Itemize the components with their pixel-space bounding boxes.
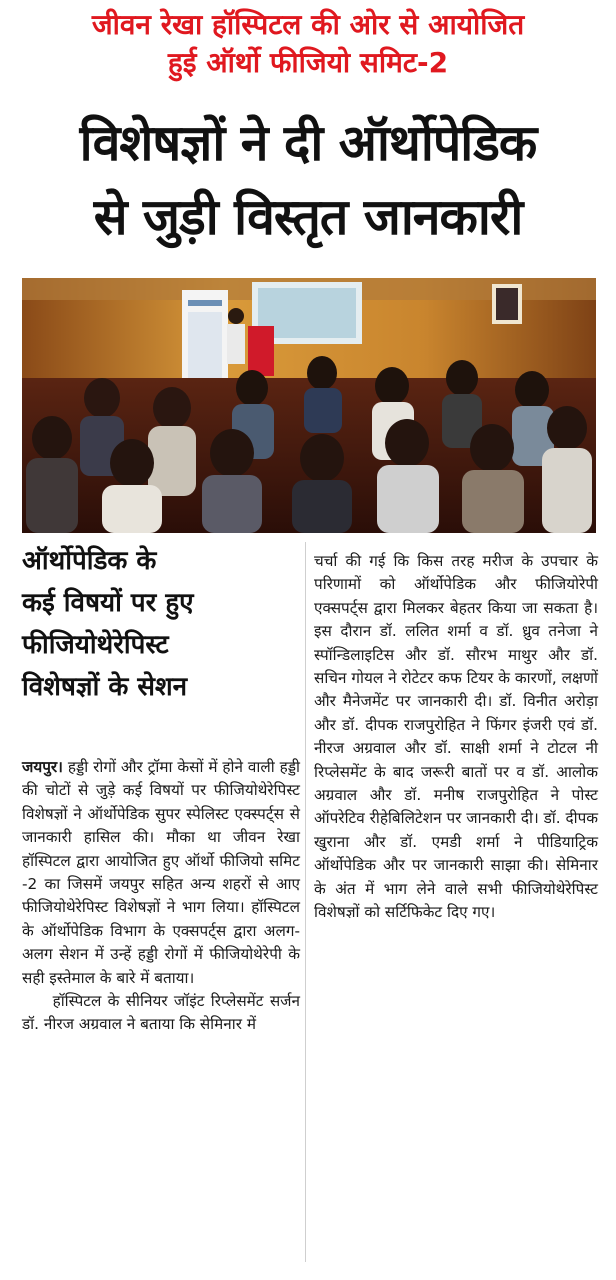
article-column-right: [314, 550, 598, 925]
dateline: जयपुर।: [22, 758, 63, 776]
kicker-line-2: हुई ऑर्थो फीजियो समिट-2: [167, 46, 449, 79]
paragraph-1-text: हड्डी रोगों और ट्रॉमा केसों में होने वाली हड्डी की चोटों से जुड़े कई विषयों पर फीजियोथेरेपिस्ट विशेषज्ञों ने ऑर्थोपेडिक सुपर स्पेलिस्ट एक्स्पर्ट्स से जानकारी हासिल की। मौका था जीवन रेखा हॉस्पिटल द्वारा आयोजित हुए ऑर्थो फीजियो समिट -2 का जिसमें जयपुर सहित अन्य शहरों से आए फीजियोथेरेपिस्ट विशेषज्ञों ने भाग लिया। हॉस्पिटल के ऑर्थोपेडिक विभाग के एक्सपर्ट्स द्वारा अलग-अलग सेशन में उन्हें हड्डी रोगों में फीजियोथेरेपी के सही इस्तेमाल के बारे में बताया।: [22, 758, 300, 987]
kicker-line-1: जीवन रेखा हॉस्पिटल की ओर से आयोजित: [91, 8, 525, 41]
subhead-line-4: विशेषज्ञों के सेशन: [22, 672, 188, 702]
subhead-line-3: फीजियोथेरेपिस्ट: [22, 630, 169, 660]
seminar-photo: [22, 278, 596, 533]
article-column-left: [22, 756, 300, 1037]
podium: [248, 326, 274, 376]
kicker-heading: [0, 6, 616, 82]
subhead-line-2: कई विषयों पर हुए: [22, 588, 194, 618]
main-headline: [0, 106, 616, 254]
column-divider: [305, 542, 306, 1262]
headline-line-2: से जुड़ी विस्तृत जानकारी: [93, 188, 523, 246]
article-paragraph-1: [22, 756, 300, 990]
seminar-photo-illustration: [22, 278, 596, 533]
sub-headline: [22, 540, 278, 708]
article-paragraph-3: चर्चा की गई कि किस तरह मरीज के उपचार के परिणामों को ऑर्थोपेडिक और फीजियोरेपी एक्सपर्ट्स द्वारा मिलकर बेहतर किया जा सकता है। इस दौरान डॉ. ललित शर्मा व डॉ. ध्रुव तनेजा ने स्पॉन्डिलाइटिस और डॉ. सौरभ माथुर और डॉ. सचिन गोयल ने रोटेटर कफ टियर के कारणों, लक्षणों और मैनेजमेंट पर जानकारी दी। डॉ. विनीत अरोड़ा और डॉ. दीपक राजपुरोहित ने फिंगर इंजरी एवं डॉ. नीरज अग्रवाल और डॉ. साक्षी शर्मा ने टोटल नी रिप्लेसमेंट के बाद जरूरी बातों पर व डॉ. आलोक अग्रवाल और डॉ. मनीष राजपुरोहित ने पोस्ट ऑपरेटिव रीहेबिलिटेशन पर जानकारी दी। डॉ. दीपक खुराना और डॉ. एमडी शर्मा ने पीडियाट्रिक ऑर्थोपेडिक और पर जानकारी साझा की। सेमिनार के अंत में भाग लेने वाले सभी फीजियोथेरेपिस्ट विशेषज्ञों को सर्टिफिकेट दिए गए।: [314, 552, 599, 922]
headline-line-1: विशेषज्ञों ने दी ऑर्थोपेडिक: [79, 114, 537, 172]
subhead-line-1: ऑर्थोपेडिक के: [22, 546, 157, 576]
article-paragraph-2: हॉस्पिटल के सीनियर जॉइंट रिप्लेसमेंट सर्जन डॉ. नीरज अग्रवाल ने बताया कि सेमिनार में: [22, 992, 300, 1034]
